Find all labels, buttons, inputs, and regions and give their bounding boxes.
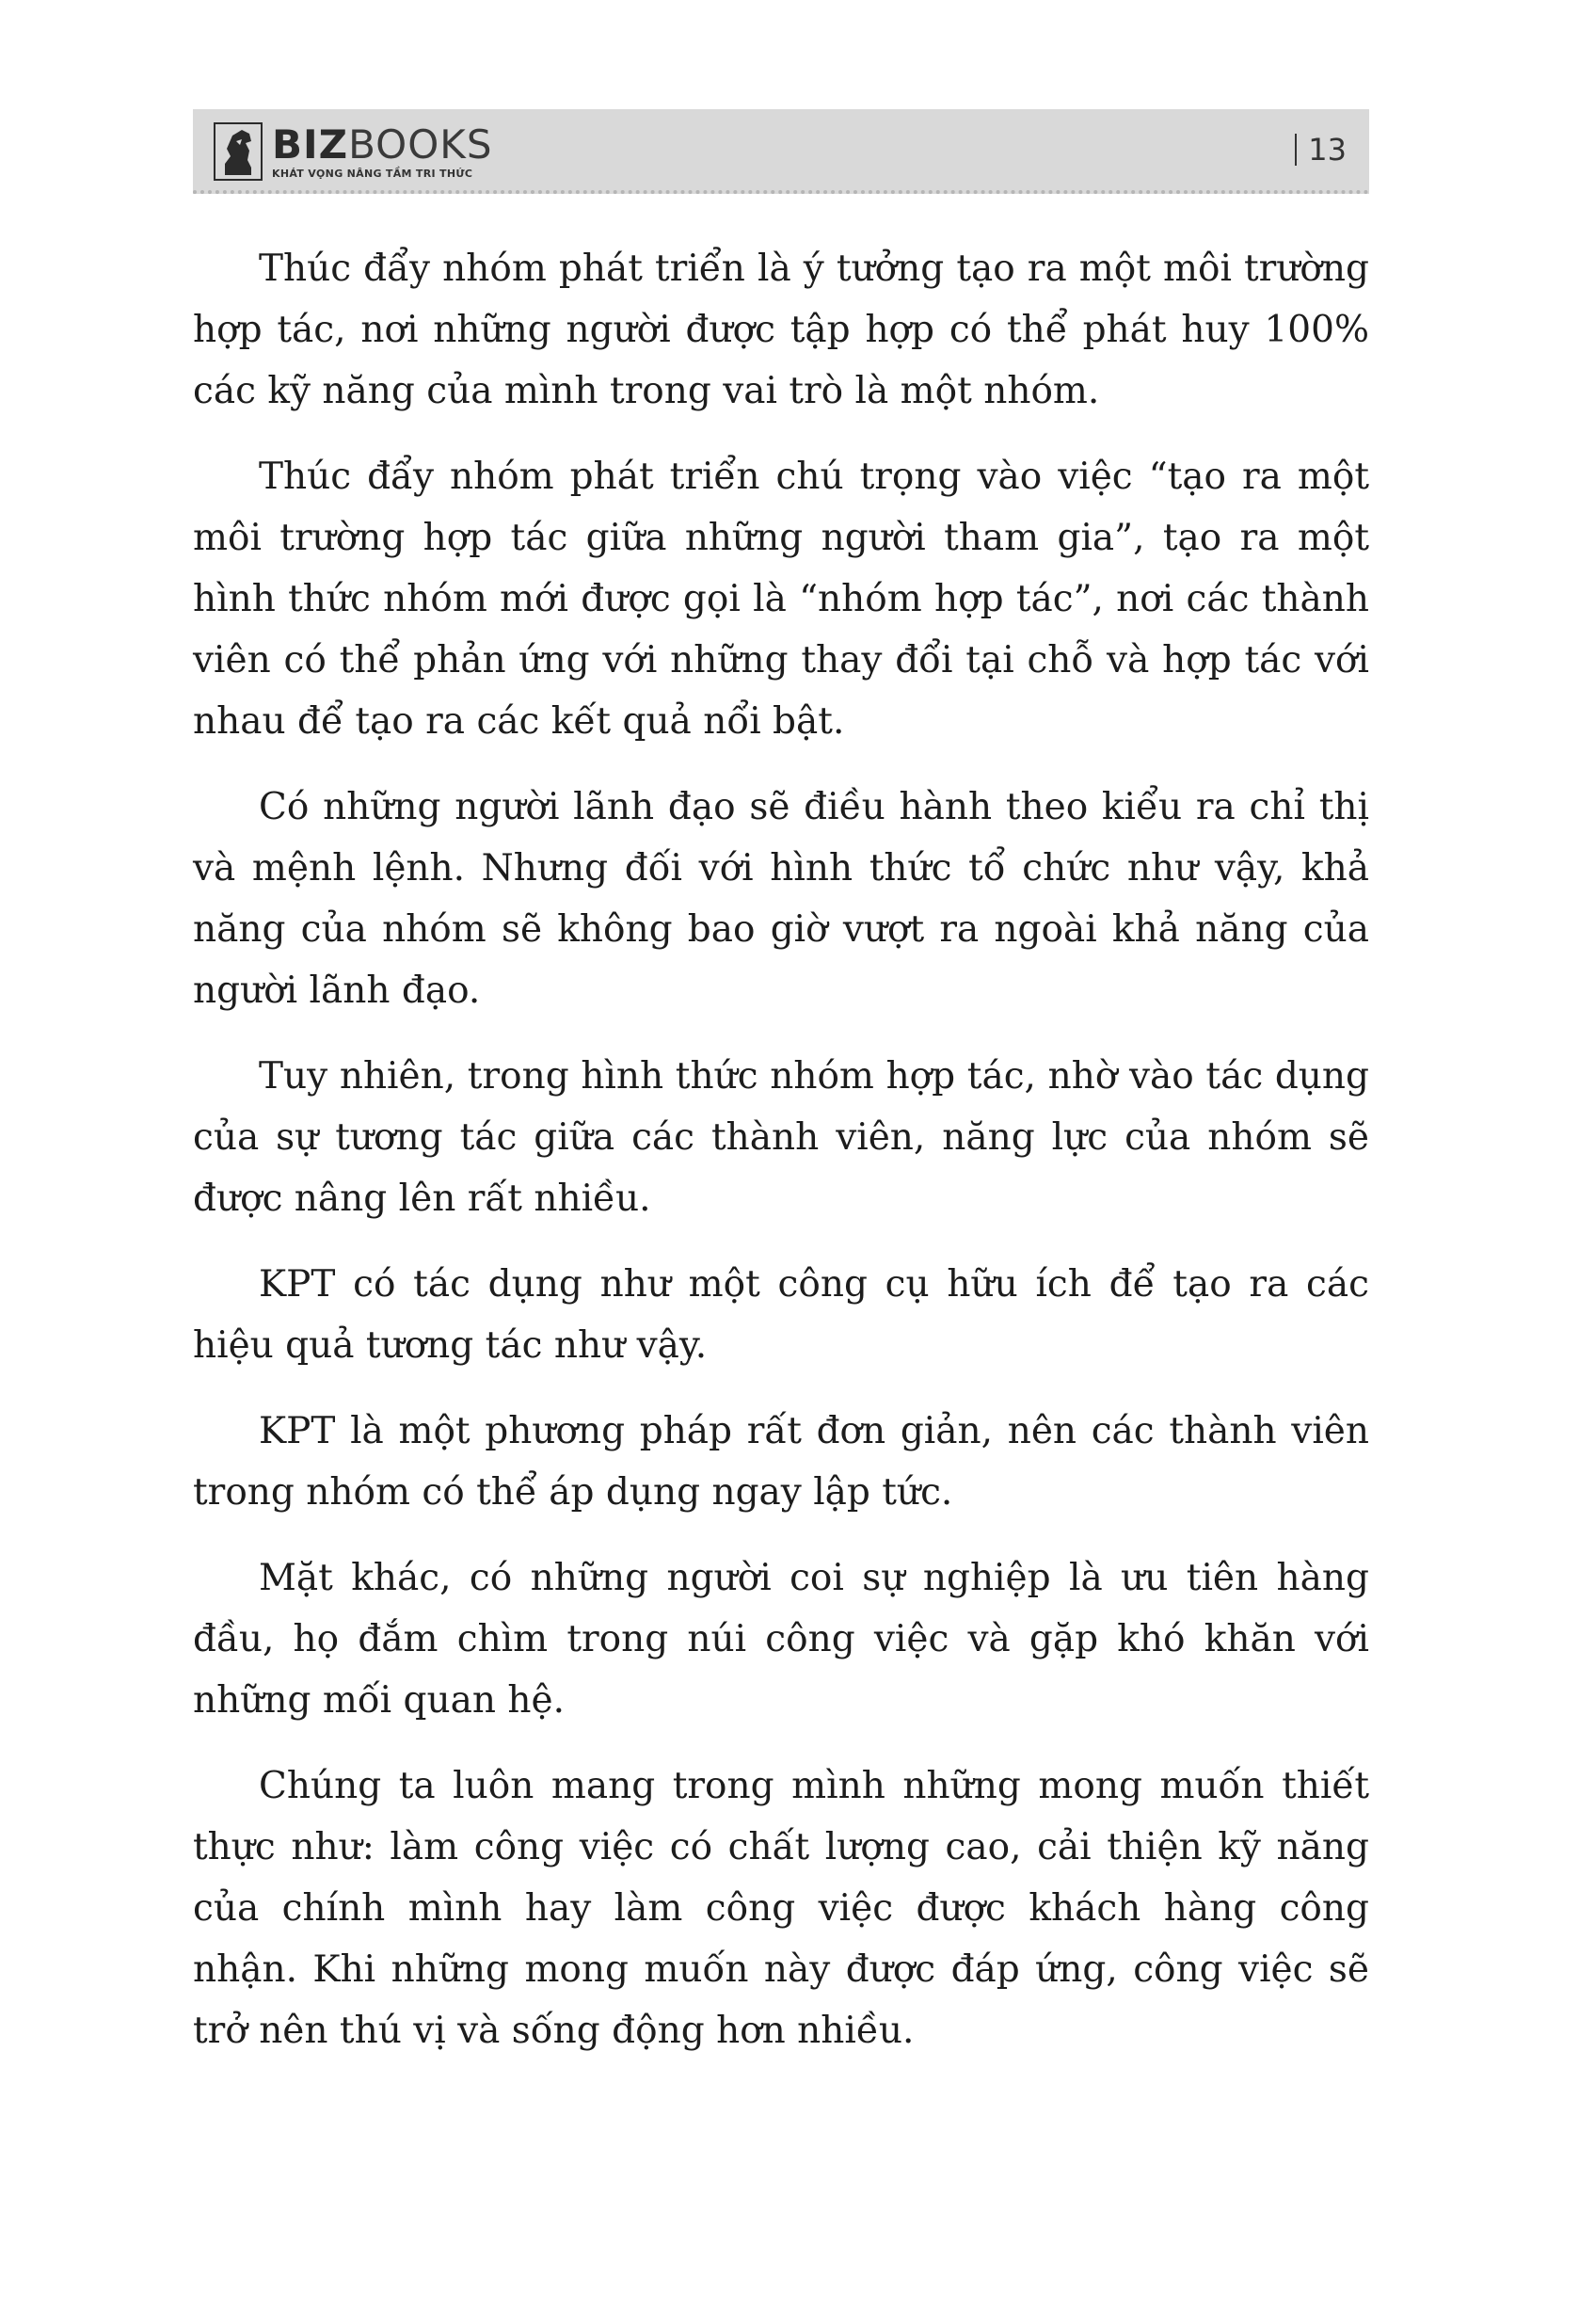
page-number-divider <box>1295 134 1297 166</box>
page-number <box>1295 132 1347 168</box>
brand-name-bold: BIZ <box>272 120 349 168</box>
body-text <box>193 238 1369 2086</box>
paragraph: Có những người lãnh đạo sẽ điều hành theo kiểu ra chỉ thị và mệnh lệnh. Nhưng đối với hình thức tổ chức như vậy, khả năng của nhóm sẽ không bao giờ vượt ra ngoài khả năng của người lãnh đạo. <box>193 786 1369 1012</box>
page-number-value: 13 <box>1308 132 1347 168</box>
paragraph: Chúng ta luôn mang trong mình những mong muốn thiết thực như: làm công việc có chất lượng cao, cải thiện kỹ năng của chính mình hay làm công việc được khách hàng công nhận. Khi những mong muốn này được đáp ứng, công việc sẽ trở nên thú vị và sống động hơn nhiều. <box>193 1765 1369 2052</box>
paragraph: Thúc đẩy nhóm phát triển là ý tưởng tạo ra một môi trường hợp tác, nơi những người được tập hợp có thể phát huy 100% các kỹ năng của mình trong vai trò là một nhóm. <box>193 248 1369 412</box>
paragraph: KPT có tác dụng như một công cụ hữu ích để tạo ra các hiệu quả tương tác như vậy. <box>193 1263 1369 1367</box>
running-header <box>193 109 1369 194</box>
knight-logo-icon <box>214 122 263 181</box>
paragraph: Tuy nhiên, trong hình thức nhóm hợp tác, nhờ vào tác dụng của sự tương tác giữa các thành viên, năng lực của nhóm sẽ được nâng lên rất nhiều. <box>193 1055 1369 1220</box>
brand-tagline: KHÁT VỌNG NÂNG TẦM TRI THỨC <box>272 167 473 180</box>
paragraph: Thúc đẩy nhóm phát triển chú trọng vào việc “tạo ra một môi trường hợp tác giữa những người tham gia”, tạo ra một hình thức nhóm mới được gọi là “nhóm hợp tác”, nơi các thành viên có thể phản ứng với những thay đổi tại chỗ và hợp tác với nhau để tạo ra các kết quả nổi bật. <box>193 456 1369 743</box>
brand-name-light: BOOKS <box>348 120 493 168</box>
paragraph: KPT là một phương pháp rất đơn giản, nên các thành viên trong nhóm có thể áp dụng ngay lập tức. <box>193 1410 1369 1514</box>
bizbooks-logo <box>214 119 493 184</box>
paragraph: Mặt khác, có những người coi sự nghiệp là ưu tiên hàng đầu, họ đắm chìm trong núi công việc và gặp khó khăn với những mối quan hệ. <box>193 1557 1369 1722</box>
